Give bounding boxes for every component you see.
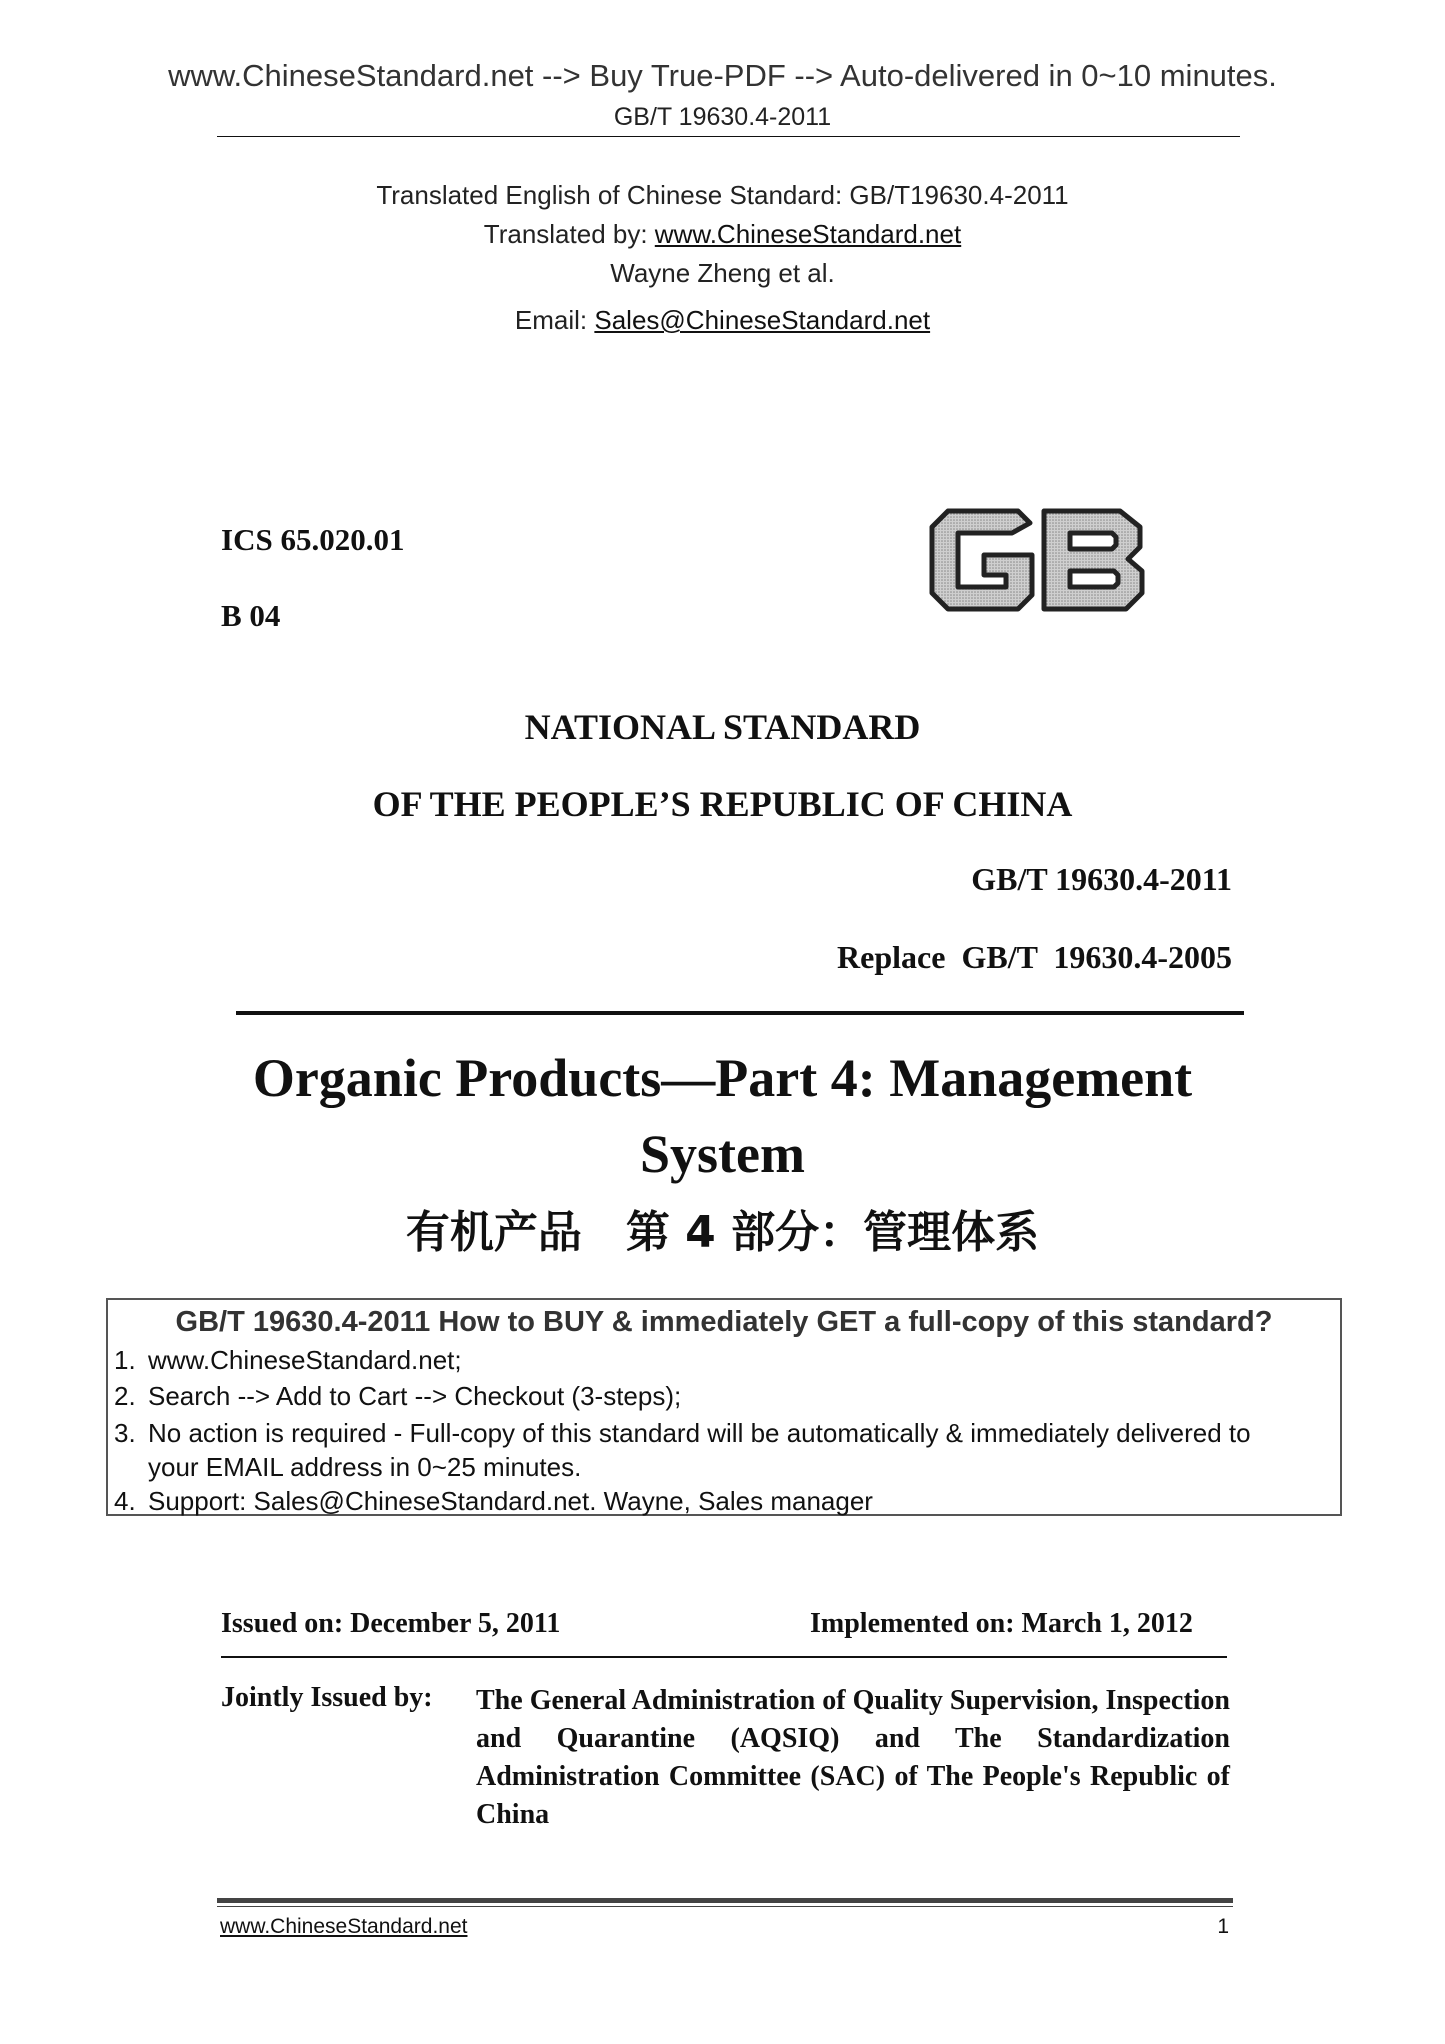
translator-site-link[interactable]: www.ChineseStandard.net [654, 219, 962, 249]
dates-divider [221, 1656, 1227, 1658]
top-banner: www.ChineseStandard.net --> Buy True-PDF --> Auto-delivered in 0~10 minutes. [168, 58, 1277, 93]
standard-number: GB/T 19630.4-2011 [971, 861, 1232, 897]
purchase-step [114, 1345, 462, 1376]
step-text: Search --> Add to Cart --> Checkout (3-steps); [148, 1381, 682, 1411]
footer-divider-thin [217, 1906, 1233, 1907]
translation-source: Translated English of Chinese Standard: GB/T19630.4-2011 [376, 180, 1069, 210]
step-text: www.ChineseStandard.net; [148, 1345, 462, 1375]
replaced-standard: Replace GB/T 19630.4-2005 [837, 939, 1232, 975]
document-title-chinese: 有机产品 第 4 部分：管理体系 [405, 1207, 1040, 1258]
translator-email [0, 305, 1445, 336]
purchase-step [114, 1416, 1334, 1484]
step-text: Support: Sales@ChineseStandard.net. Wayne, Sales manager [148, 1486, 873, 1516]
issuer-label: Jointly Issued by: [221, 1682, 433, 1713]
national-standard-heading: NATIONAL STANDARD [524, 707, 921, 747]
ics-code: ICS 65.020.01 [221, 522, 405, 557]
classification-code: B 04 [221, 598, 281, 633]
purchase-step [114, 1486, 873, 1517]
title-divider [236, 1011, 1244, 1015]
step-text-continued: your EMAIL address in 0~25 minutes. [148, 1452, 582, 1482]
translated-by [0, 219, 1445, 250]
step-number: 4. [114, 1486, 136, 1516]
footer-site-link[interactable]: www.ChineseStandard.net [220, 1915, 468, 1938]
step-number: 1. [114, 1345, 136, 1375]
email-label: Email: [514, 305, 595, 335]
footer-divider [217, 1898, 1233, 1903]
issuer-body: The General Administration of Quality Supervision, Inspection and Quarantine (AQSIQ) and The Standardization Administration Committee (SAC) of The People's Republic of China [476, 1685, 1230, 1830]
purchase-heading: GB/T 19630.4-2011 How to BUY & immediately GET a full-copy of this standard? [175, 1306, 1273, 1338]
gb-logo [920, 495, 1160, 625]
translator-names: Wayne Zheng et al. [610, 258, 835, 288]
document-title-english: Organic Products—Part 4: Management System [252, 1048, 1193, 1184]
gb-logo-text: GB [920, 495, 922, 496]
translated-by-label: Translated by: [483, 219, 655, 249]
page-number: 1 [1217, 1915, 1229, 1938]
issued-date: Issued on: December 5, 2011 [221, 1608, 561, 1639]
country-heading: OF THE PEOPLE’S REPUBLIC OF CHINA [372, 784, 1073, 824]
running-header: GB/T 19630.4-2011 [613, 103, 832, 131]
step-number: 2. [114, 1381, 136, 1411]
step-number: 3. [114, 1418, 136, 1448]
implemented-date: Implemented on: March 1, 2012 [810, 1608, 1193, 1639]
step-text: No action is required - Full-copy of this standard will be automatically & immediately delivered to [148, 1418, 1251, 1448]
header-divider [217, 136, 1240, 137]
purchase-step [114, 1381, 681, 1412]
purchase-info-box [106, 1298, 1342, 1516]
email-link[interactable]: Sales@ChineseStandard.net [594, 305, 931, 335]
